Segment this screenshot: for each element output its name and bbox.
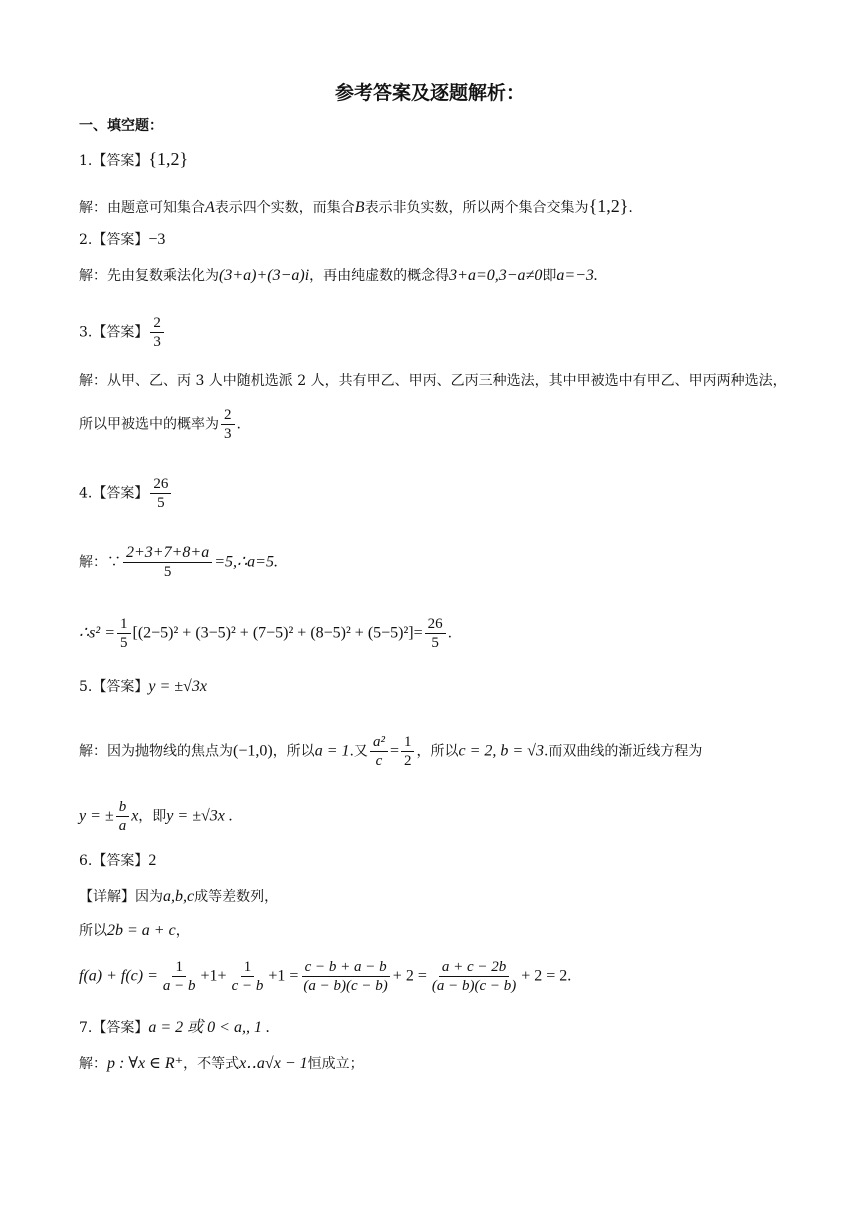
q5-frac-a xyxy=(370,733,388,770)
q2-answer xyxy=(79,230,165,250)
q7-sol-b: ，不等式 xyxy=(183,1056,240,1072)
q2-result: a=−3. xyxy=(556,267,598,284)
q7-sol-c: 恒成立； xyxy=(307,1056,364,1072)
q7-sol-a: 解： xyxy=(79,1056,107,1072)
q3-answer xyxy=(79,314,166,351)
q3-prob-num: 2 xyxy=(221,406,235,425)
q2-answer-value: −3 xyxy=(148,231,166,248)
q2-expr: (3+a)+(3−a)i xyxy=(219,267,310,284)
q1-sol-end: . xyxy=(628,200,633,216)
q2-sol-text-b: ，再由纯虚数的概念得 xyxy=(309,268,450,284)
q4-answer-fraction xyxy=(150,475,171,512)
q6-t4-num: a + c − 2b xyxy=(439,958,509,977)
q4-answer xyxy=(79,475,173,512)
q6-t2-den: c − b xyxy=(231,978,264,994)
q1-sol-text-c: 表示非负实数，所以两个集合交集为 xyxy=(364,200,589,216)
q5-l2-den: a xyxy=(118,818,127,834)
q4-solution-line1 xyxy=(79,544,278,581)
q6-t3 xyxy=(300,958,390,995)
q6-t1 xyxy=(160,958,199,995)
q5-cb: c = 2, b = √3 xyxy=(458,742,544,760)
q7-answer-value: a = 2 或 0 < a,, 1 . xyxy=(148,1019,270,1036)
q5-solution-line2 xyxy=(79,798,233,835)
q4-mean-num: 2+3+7+8+a xyxy=(123,544,212,563)
q5-l2-a: y = ± xyxy=(79,807,114,825)
q6-answer-value: 2 xyxy=(148,852,157,869)
q6-t1-den: a − b xyxy=(162,978,196,994)
q6-l1-v: a,b,c xyxy=(163,888,195,905)
q4-sol-text-a: 解：∵ xyxy=(79,554,121,571)
q6-t3-num: c − b + a − b xyxy=(302,958,390,977)
q1-answer-value: {1,2} xyxy=(148,149,189,169)
q2-solution xyxy=(79,266,598,286)
q4-equals: = xyxy=(413,624,423,642)
q5-solution-line1 xyxy=(79,733,702,770)
q5-label: 5.【答案】 xyxy=(79,679,149,695)
q6-p2: +1 = xyxy=(268,967,299,985)
q7-p-expr: p : ∀x ∈ R⁺ xyxy=(107,1055,184,1072)
q4-end: . xyxy=(447,625,453,642)
q4-label: 4.【答案】 xyxy=(79,485,149,502)
q4-r-den: 5 xyxy=(431,635,439,651)
q3-denominator: 3 xyxy=(153,334,161,350)
q3-prob-fraction xyxy=(221,406,235,443)
q6-l1-b: 成等差数列， xyxy=(194,889,279,905)
q6-t4-den: (a − b)(c − b) xyxy=(431,978,517,994)
q6-detail-line3 xyxy=(79,958,571,995)
q4-solution-line2 xyxy=(79,615,452,652)
q5-answer xyxy=(79,677,207,697)
q4-f-num: 1 xyxy=(117,615,131,634)
q4-sol-text-b: =5,∴a=5. xyxy=(214,553,278,571)
q5-l2-frac xyxy=(116,798,130,835)
q3-prob-den: 3 xyxy=(224,426,232,442)
q5-fb-num: 1 xyxy=(401,733,415,752)
q1-answer xyxy=(79,149,188,171)
q1-sol-text-b: 表示四个实数，而集合 xyxy=(214,200,355,216)
q6-p1: +1+ xyxy=(200,967,227,985)
q7-answer xyxy=(79,1018,270,1038)
q5-fb-den: 2 xyxy=(403,753,412,769)
q3-numerator: 2 xyxy=(150,314,164,333)
q6-detail-line2 xyxy=(79,921,190,941)
q6-answer xyxy=(79,851,156,871)
q6-t3-den: (a − b)(c − b) xyxy=(303,978,388,994)
q4-mean-fraction xyxy=(123,544,212,581)
q5-sol-text-b: ，所以 xyxy=(272,743,315,760)
q6-l2-b: ， xyxy=(175,923,190,939)
q2-sol-text-c: 即 xyxy=(542,268,557,284)
q3-solution-line1: 解：从甲、乙、丙 3 人中随机选派 2 人，共有甲乙、甲丙、乙丙三种选法，其中甲被选中有甲乙、甲丙两种选法， xyxy=(79,373,787,389)
q1-sol-text-a: 解：由题意可知集合 xyxy=(79,200,205,216)
q5-l2-c: y = ±√3x . xyxy=(166,807,233,825)
q4-mean-den: 5 xyxy=(163,564,172,580)
q6-t2 xyxy=(229,958,267,995)
q5-sol-text-c: .又 xyxy=(349,743,368,760)
q6-p3: + 2 = xyxy=(392,967,427,985)
q5-fa-num: a² xyxy=(370,733,388,752)
q6-detail-line1 xyxy=(79,887,278,907)
q4-denominator: 5 xyxy=(157,495,165,511)
q2-label: 2.【答案】 xyxy=(79,232,149,248)
q4-f-den: 5 xyxy=(120,635,128,651)
q6-t2-num: 1 xyxy=(241,958,255,977)
q6-l2-v: 2b = a + c xyxy=(107,922,176,939)
page-title: 参考答案及逐题解析： xyxy=(334,82,525,104)
q7-ineq: x‥a√x − 1 xyxy=(239,1055,308,1072)
q4-bracket-expr: [(2−5)² + (3−5)² + (7−5)² + (8−5)² + (5−5)²] xyxy=(132,624,414,642)
q6-label: 6.【答案】 xyxy=(79,853,149,869)
q4-numerator: 26 xyxy=(150,475,171,494)
q2-cond: 3+a=0,3−a≠0 xyxy=(449,267,543,284)
q5-answer-value: y = ±√3x xyxy=(148,678,207,695)
q5-fa-den: c xyxy=(375,753,383,769)
q1-sol-set: {1,2} xyxy=(588,196,629,216)
q5-eq: = xyxy=(389,742,399,760)
q5-focus: (−1,0) xyxy=(233,742,273,760)
q6-p4: + 2 = 2. xyxy=(521,967,572,985)
q1-solution xyxy=(79,196,633,218)
q6-l1-a: 【详解】因为 xyxy=(79,889,163,905)
q4-result-fraction xyxy=(425,615,446,652)
q2-sol-text-a: 解：先由复数乘法化为 xyxy=(79,268,219,284)
q5-sol-text-e: .而双曲线的渐近线方程为 xyxy=(543,743,703,760)
q7-label: 7.【答案】 xyxy=(79,1020,149,1036)
q6-t1-num: 1 xyxy=(172,958,186,977)
q5-sol-text-a: 解：因为抛物线的焦点为 xyxy=(79,743,233,760)
q5-a-val: a = 1 xyxy=(314,742,350,760)
q1-var-b: B xyxy=(354,199,365,216)
q3-line2-text: 所以甲被选中的概率为 xyxy=(79,416,219,433)
q3-answer-fraction xyxy=(150,314,164,351)
q6-t4 xyxy=(429,958,519,995)
q6-l2-a: 所以 xyxy=(79,923,107,939)
section-heading: 一、填空题： xyxy=(79,118,163,134)
q5-l2-num: b xyxy=(116,798,130,817)
q5-sol-text-d: ，所以 xyxy=(416,743,459,760)
q6-f-left: f(a) + f(c) = xyxy=(79,967,158,985)
q4-r-num: 26 xyxy=(425,615,446,634)
q3-end: . xyxy=(236,416,241,433)
q3-solution-line2 xyxy=(79,406,241,443)
q4-variance-label: ∴s² = xyxy=(79,624,115,642)
q5-frac-b xyxy=(401,733,415,770)
q7-solution xyxy=(79,1054,364,1074)
q4-one-fifth xyxy=(117,615,131,652)
q5-l2-x: x xyxy=(131,807,139,825)
q1-var-a: A xyxy=(205,199,215,216)
q1-label: 1.【答案】 xyxy=(79,153,149,169)
q5-l2-b: ，即 xyxy=(138,808,167,825)
q3-label: 3.【答案】 xyxy=(79,324,149,341)
